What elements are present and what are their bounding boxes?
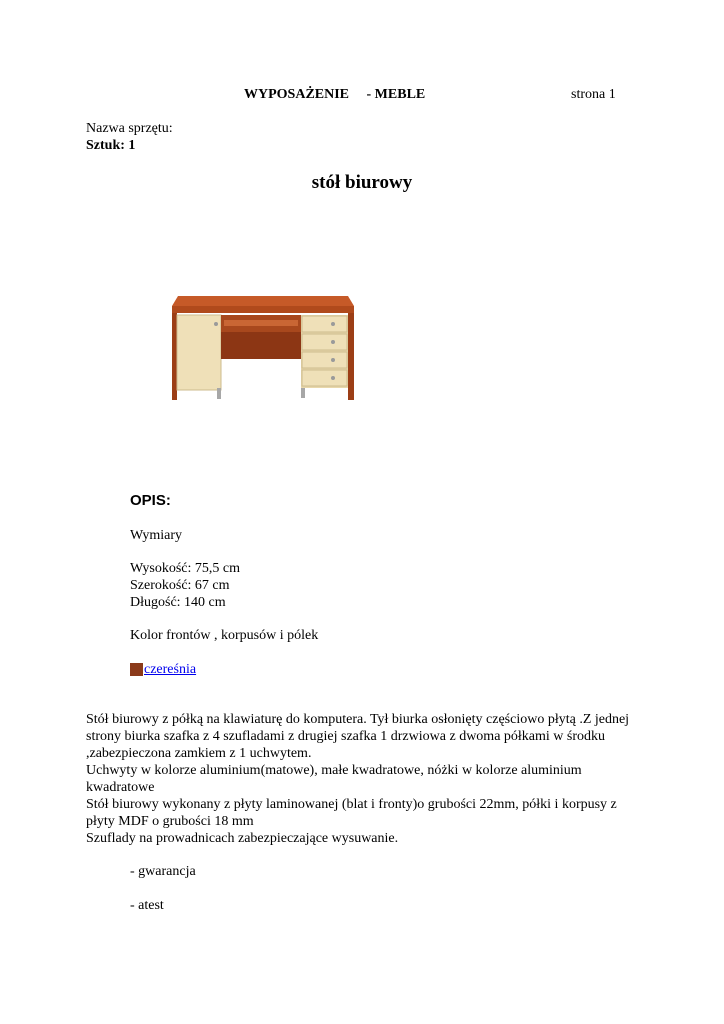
color-link[interactable]: czereśnia <box>144 662 197 677</box>
color-heading: Kolor frontów , korpusów i pólek <box>130 628 319 643</box>
product-title: stół biurowy <box>311 172 413 193</box>
page-number: strona 1 <box>571 87 616 102</box>
quantity-label: Sztuk: 1 <box>86 138 136 153</box>
extra-warranty: - gwarancja <box>130 864 196 879</box>
header-title: WYPOSAŻENIE - MEBLE <box>244 87 426 102</box>
office-desk-photo <box>168 294 358 402</box>
dimensions-list <box>130 560 240 611</box>
description-paragraph: Uchwyty w kolorze aluminium(matowe), małe kwadratowe, nóżki w kolorze aluminium kwadratowe <box>86 763 582 795</box>
color-option <box>130 661 196 678</box>
section-heading-opis: OPIS: <box>130 492 171 509</box>
description <box>86 711 646 847</box>
description-paragraph: Stół biurowy wykonany z płyty laminowanej (blat i fronty)o grubości 22mm, półki i korpusy z płyty MDF o grubości 18 mm <box>86 797 617 829</box>
color-swatch <box>130 663 143 676</box>
dimension-height: Wysokość: 75,5 cm <box>130 561 240 576</box>
description-paragraph: Stół biurowy z półką na klawiaturę do komputera. Tył biurka osłonięty częściowo płytą .Z jednej strony biurka szafka z 4 szufladami z drugiej szafka 1 drzwiowa z dwoma półkami w środku ,zabezpieczona zamkiem z 1 uchwytem. <box>86 712 630 761</box>
dimension-length: Długość: 140 cm <box>130 595 226 610</box>
extra-certificate: - atest <box>130 898 164 913</box>
dimensions-heading: Wymiary <box>130 528 183 543</box>
equipment-name-label: Nazwa sprzętu: <box>86 121 173 136</box>
description-paragraph: Szuflady na prowadnicach zabezpieczające wysuwanie. <box>86 831 399 846</box>
dimension-width: Szerokość: 67 cm <box>130 578 230 593</box>
